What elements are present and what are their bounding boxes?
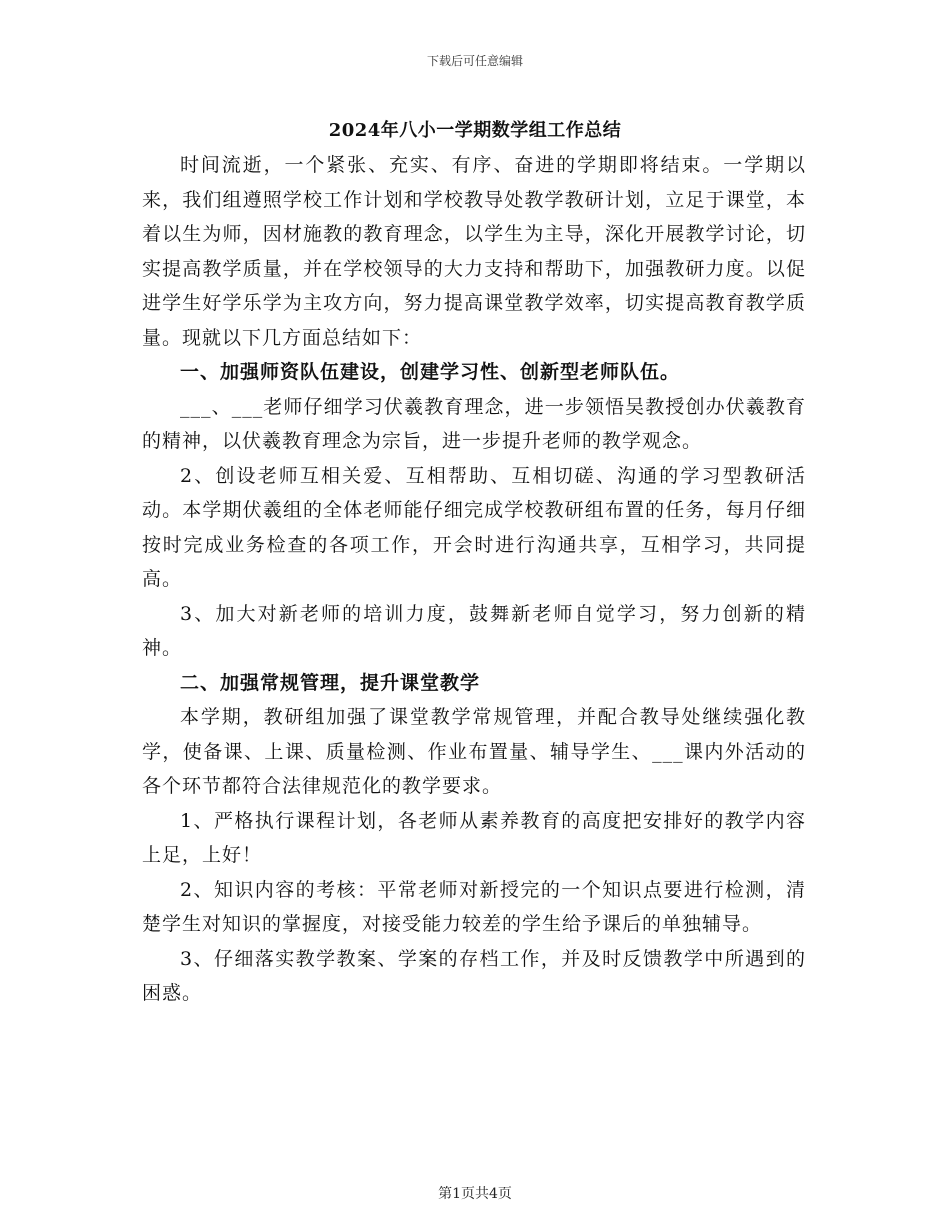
document-body: [142, 148, 806, 1011]
paragraph-item: 3、加大对新老师的培训力度，鼓舞新老师自觉学习，努力创新的精神。: [142, 602, 806, 659]
paragraph-item: 3、仔细落实教学教案、学案的存档工作，并及时反馈教学中所遇到的困惑。: [142, 947, 806, 1004]
paragraph-item: 本学期，教研组加强了课堂教学常规管理，并配合教导处继续强化教学，使备课、上课、质量检测、作业布置量、辅导学生、___课内外活动的各个环节都符合法律规范化的教学要求。: [142, 706, 806, 797]
paragraph-intro: 时间流逝，一个紧张、充实、有序、奋进的学期即将结束。一学期以来，我们组遵照学校工作计划和学校教导处教学教研计划，立足于课堂，本着以生为师，因材施教的教育理念，以学生为主导，深化开展教学讨论，切实提高教学质量，并在学校领导的大力支持和帮助下，加强教研力度。以促进学生好学乐学为主攻方向，努力提高课堂教学效率，切实提高教育教学质量。现就以下几方面总结如下：: [142, 154, 806, 349]
section-heading-2: 二、加强常规管理，提升课堂教学: [180, 671, 481, 694]
document-title: 2024年八小一学期数学组工作总结: [328, 120, 622, 141]
section-heading-1: 一、加强师资队伍建设，创建学习性、创新型老师队伍。: [180, 361, 681, 383]
paragraph-item: 1、严格执行课程计划，各老师从素养教育的高度把安排好的教学内容上足，上好！: [142, 809, 806, 866]
paragraph-item: ___、___老师仔细学习伏羲教育理念，进一步领悟吴教授创办伏羲教育的精神，以伏羲教育理念为宗旨，进一步提升老师的教学观念。: [142, 395, 806, 452]
paragraph-item: 2、创设老师互相关爱、互相帮助、互相切磋、沟通的学习型教研活动。本学期伏羲组的全体老师能仔细完成学校教研组布置的任务，每月仔细按时完成业务检查的各项工作，开会时进行沟通共享，互相学习，共同提高。: [142, 464, 806, 590]
paragraph-item: 2、知识内容的考核：平常老师对新授完的一个知识点要进行检测，清楚学生对知识的掌握度，对接受能力较差的学生给予课后的单独辅导。: [142, 878, 806, 935]
page-number: 第1页共4页: [438, 1186, 512, 1202]
page-header-note: 下载后可任意编辑: [426, 54, 523, 68]
